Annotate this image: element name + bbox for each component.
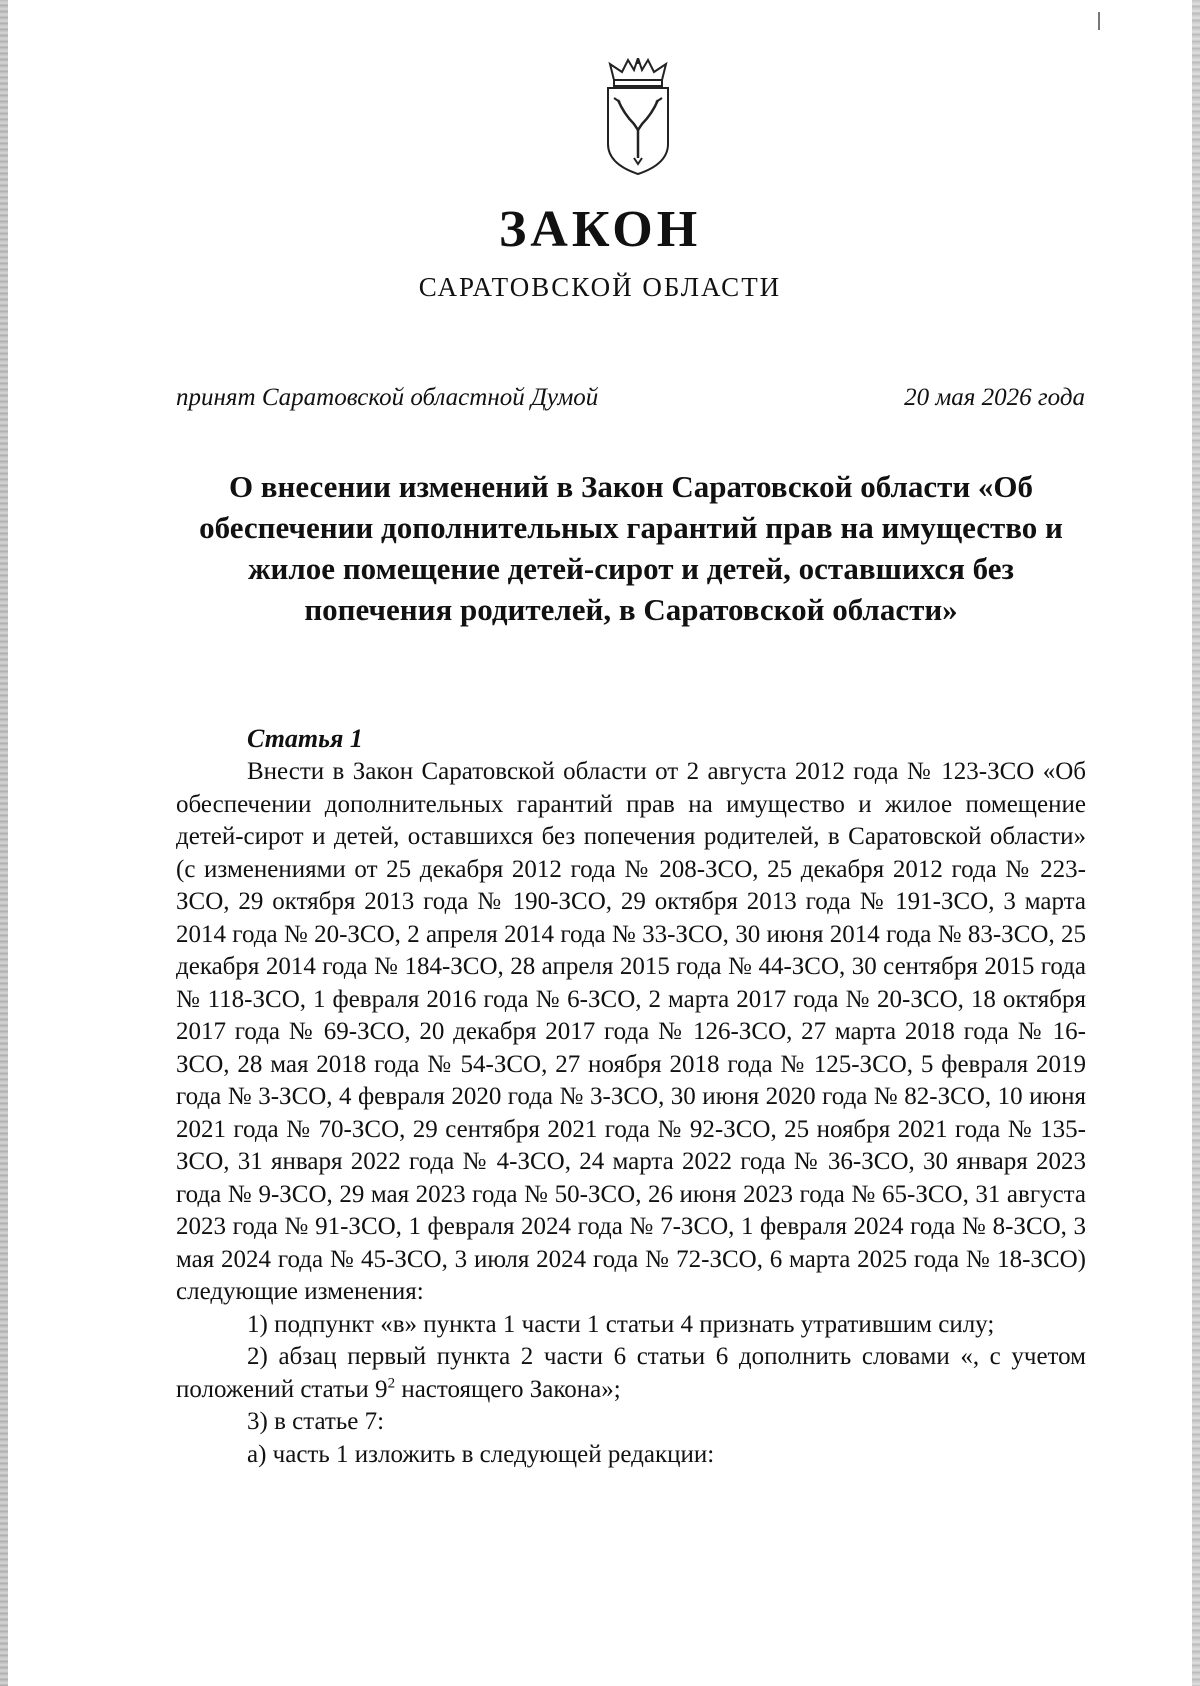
item-3a: а) часть 1 изложить в следующей редакции:: [247, 1440, 715, 1468]
article-body: [176, 756, 1086, 1471]
item-2: [176, 1341, 1086, 1406]
law-heading: О внесении изменений в Закон Саратовской области «Об обеспечении дополнительных гарантий прав на имущество и жилое помещение детей-сирот и детей, оставшихся без попечения родителей, в Саратовской области»: [199, 469, 1063, 627]
law-title: ЗАКОН: [498, 201, 702, 258]
item-2-text: 2) абзац первый пункта 2 части 6 статьи 6 дополнить словами «, с учетом положений статьи 9: [176, 1343, 1086, 1403]
adoption-date: 20 мая 2026 года: [904, 384, 1085, 411]
law-subtitle: САРАТОВСКОЙ ОБЛАСТИ: [418, 272, 782, 302]
intro-paragraph: Внести в Закон Саратовской области от 2 августа 2012 года № 123-ЗСО «Об обеспечении дополнительных гарантий прав на имущество и жилое помещение детей-сирот и детей, оставшихся без попечения родителей, в Саратовской области» (с изменениями от 25 декабря 2012 года № 208-ЗСО, 25 декабря 2012 года № 223-ЗСО, 29 октября 2013 года № 190-ЗСО, 29 октября 2013 года № 191-ЗСО, 3 марта 2014 года № 20-ЗСО, 2 апреля 2014 года № 33-ЗСО, 30 июня 2014 года № 83-ЗСО, 25 декабря 2014 года № 184-ЗСО, 28 апреля 2015 года № 44-ЗСО, 30 сентября 2015 года № 118-ЗСО, 1 февраля 2016 года № 6-ЗСО, 2 марта 2017 года № 20-ЗСО, 18 октября 2017 года № 69-ЗСО, 20 декабря 2017 года № 126-ЗСО, 27 марта 2018 года № 16-ЗСО, 28 мая 2018 года № 54-ЗСО, 27 ноября 2018 года № 125-ЗСО, 5 февраля 2019 года № 3-ЗСО, 4 февраля 2020 года № 3-ЗСО, 30 июня 2020 года № 82-ЗСО, 10 июня 2021 года № 70-ЗСО, 29 сентября 2021 года № 92-ЗСО, 25 ноября 2021 года № 135-ЗСО, 31 января 2022 года № 4-ЗСО, 24 марта 2022 года № 36-ЗСО, 30 января 2023 года № 9-ЗСО, 29 мая 2023 года № 50-ЗСО, 26 июня 2023 года № 65-ЗСО, 31 августа 2023 года № 91-ЗСО, 1 февраля 2024 года № 7-ЗСО, 1 февраля 2024 года № 8-ЗСО, 3 мая 2024 года № 45-ЗСО, 3 июля 2024 года № 72-ЗСО, 6 марта 2025 года № 18-ЗСО) следующие изменения:: [176, 758, 1086, 1305]
item-2-text-end: настоящего Закона»;: [395, 1375, 621, 1403]
item-2-superscript: 2: [387, 1375, 396, 1392]
adopted-by: принят Саратовской областной Думой: [176, 384, 599, 411]
scan-mark: [1098, 12, 1100, 30]
item-1: 1) подпункт «в» пункта 1 части 1 статьи 4 признать утратившим силу;: [247, 1310, 995, 1338]
coat-of-arms-icon: [604, 58, 672, 176]
article-title: Статья 1: [247, 724, 363, 753]
item-3: 3) в статье 7:: [247, 1408, 385, 1435]
